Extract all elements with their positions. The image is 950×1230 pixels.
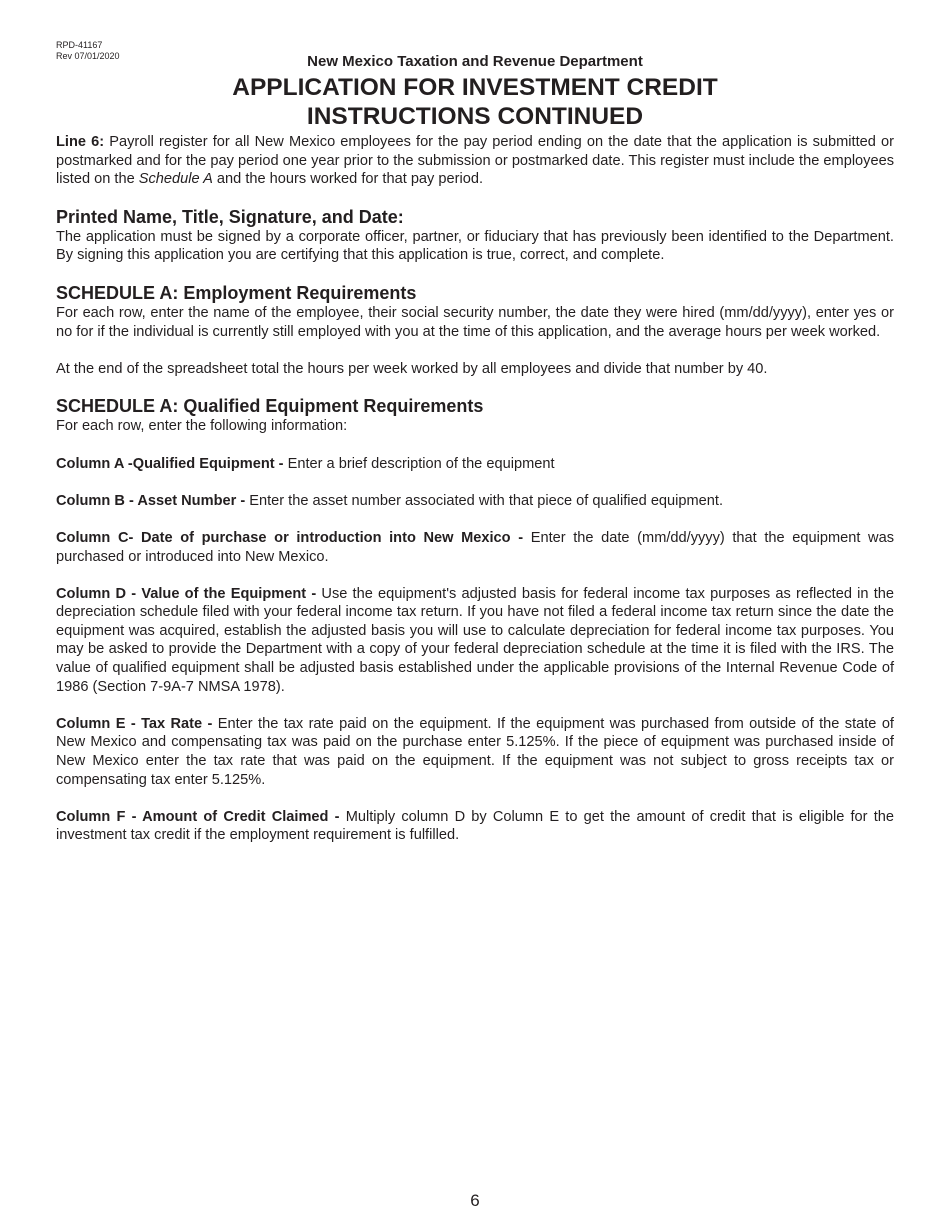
column-b-label: Column B - Asset Number - xyxy=(56,492,250,509)
employment-heading: SCHEDULE A: Employment Requirements xyxy=(56,282,417,303)
equipment-intro: For each row, enter the following information: xyxy=(56,418,348,435)
column-a-label: Column A -Qualified Equipment - xyxy=(56,455,288,472)
column-c-text: Enter the date (mm/dd/yyyy) that the equipment was purchased or introduced into New Mexico. xyxy=(56,529,894,565)
title-line-1: APPLICATION FOR INVESTMENT CREDIT xyxy=(232,74,718,101)
form-revision: Rev 07/01/2020 xyxy=(56,51,120,61)
column-f-label: Column F - Amount of Credit Claimed - xyxy=(56,808,346,825)
employment-text-1: For each row, enter the name of the employee, their social security number, the date they were hired (mm/dd/yyyy), enter yes or no for if the individual is currently still employed with you at the time of this application, and the average hours per week worked. xyxy=(56,304,894,340)
page-title xyxy=(0,73,950,131)
department-name: New Mexico Taxation and Revenue Department xyxy=(307,53,643,70)
column-c-label: Column C- Date of purchase or introduction into New Mexico - xyxy=(56,529,531,546)
column-f-text: Multiply column D by Column E to get the amount of credit that is eligible for the investment tax credit if the employment requirement is fulfilled. xyxy=(56,808,894,844)
column-c-paragraph xyxy=(56,529,894,566)
column-e-text: Enter the tax rate paid on the equipment. If the equipment was purchased from outside of the state of New Mexico and compensating tax was paid on the purchase enter 5.125%. If the piece of equipment was purchased inside of New Mexico enter the tax rate that was paid on the equipment. If the equipment was not subject to gross receipts tax or compensating tax enter 5.125%. xyxy=(56,715,894,788)
column-a-paragraph xyxy=(56,455,894,474)
line6-paragraph xyxy=(56,133,894,189)
line6-schedule-ref: Schedule A xyxy=(138,171,213,188)
column-f-paragraph xyxy=(56,808,894,845)
column-a-text: Enter a brief description of the equipment xyxy=(287,455,555,472)
signature-heading: Printed Name, Title, Signature, and Date: xyxy=(56,206,404,227)
title-line-2: INSTRUCTIONS CONTINUED xyxy=(306,103,644,130)
employment-text-2: At the end of the spreadsheet total the hours per week worked by all employees and divide that number by 40. xyxy=(56,360,768,377)
column-b-paragraph xyxy=(56,492,894,511)
signature-text: The application must be signed by a corporate officer, partner, or fiduciary that has previously been identified to the Department. By signing this application you are certifying that this application is true, correct, and complete. xyxy=(56,228,894,264)
line6-text-1: Payroll register for all New Mexico employees for the pay period ending on the date that the application is submitted or postmarked and for the pay period one year prior to the submission or postmarked date. This register must include the employees listed on the xyxy=(56,134,894,188)
line6-text-2: and the hours worked for that pay period. xyxy=(212,171,484,188)
column-d-text: Use the equipment's adjusted basis for federal income tax purposes as reflected in the depreciation schedule filed with your federal income tax return. If you have not filed a federal income tax return since the date the equipment was acquired, establish the adjusted basis you will use to calculate depreciation for federal income tax purposes. You may be asked to provide the Department with a copy of your federal depreciation schedule at the time it is filed with the IRS. The value of qualified equipment shall be adjusted basis established under the applicable provisions of the Internal Revenue Code of 1986 (Section 7-9A-7 NMSA 1978). xyxy=(56,585,895,695)
instructions-body xyxy=(56,133,894,845)
column-e-label: Column E - Tax Rate - xyxy=(56,715,218,732)
column-e-paragraph xyxy=(56,715,894,789)
equipment-heading: SCHEDULE A: Qualified Equipment Requirements xyxy=(56,396,484,417)
column-d-label: Column D - Value of the Equipment - xyxy=(56,585,322,602)
column-d-paragraph xyxy=(56,585,894,697)
column-b-text: Enter the asset number associated with that piece of qualified equipment. xyxy=(249,492,724,509)
form-number: RPD-41167 xyxy=(56,40,103,50)
page-number: 6 xyxy=(470,1191,480,1210)
line6-label: Line 6: xyxy=(56,134,105,150)
